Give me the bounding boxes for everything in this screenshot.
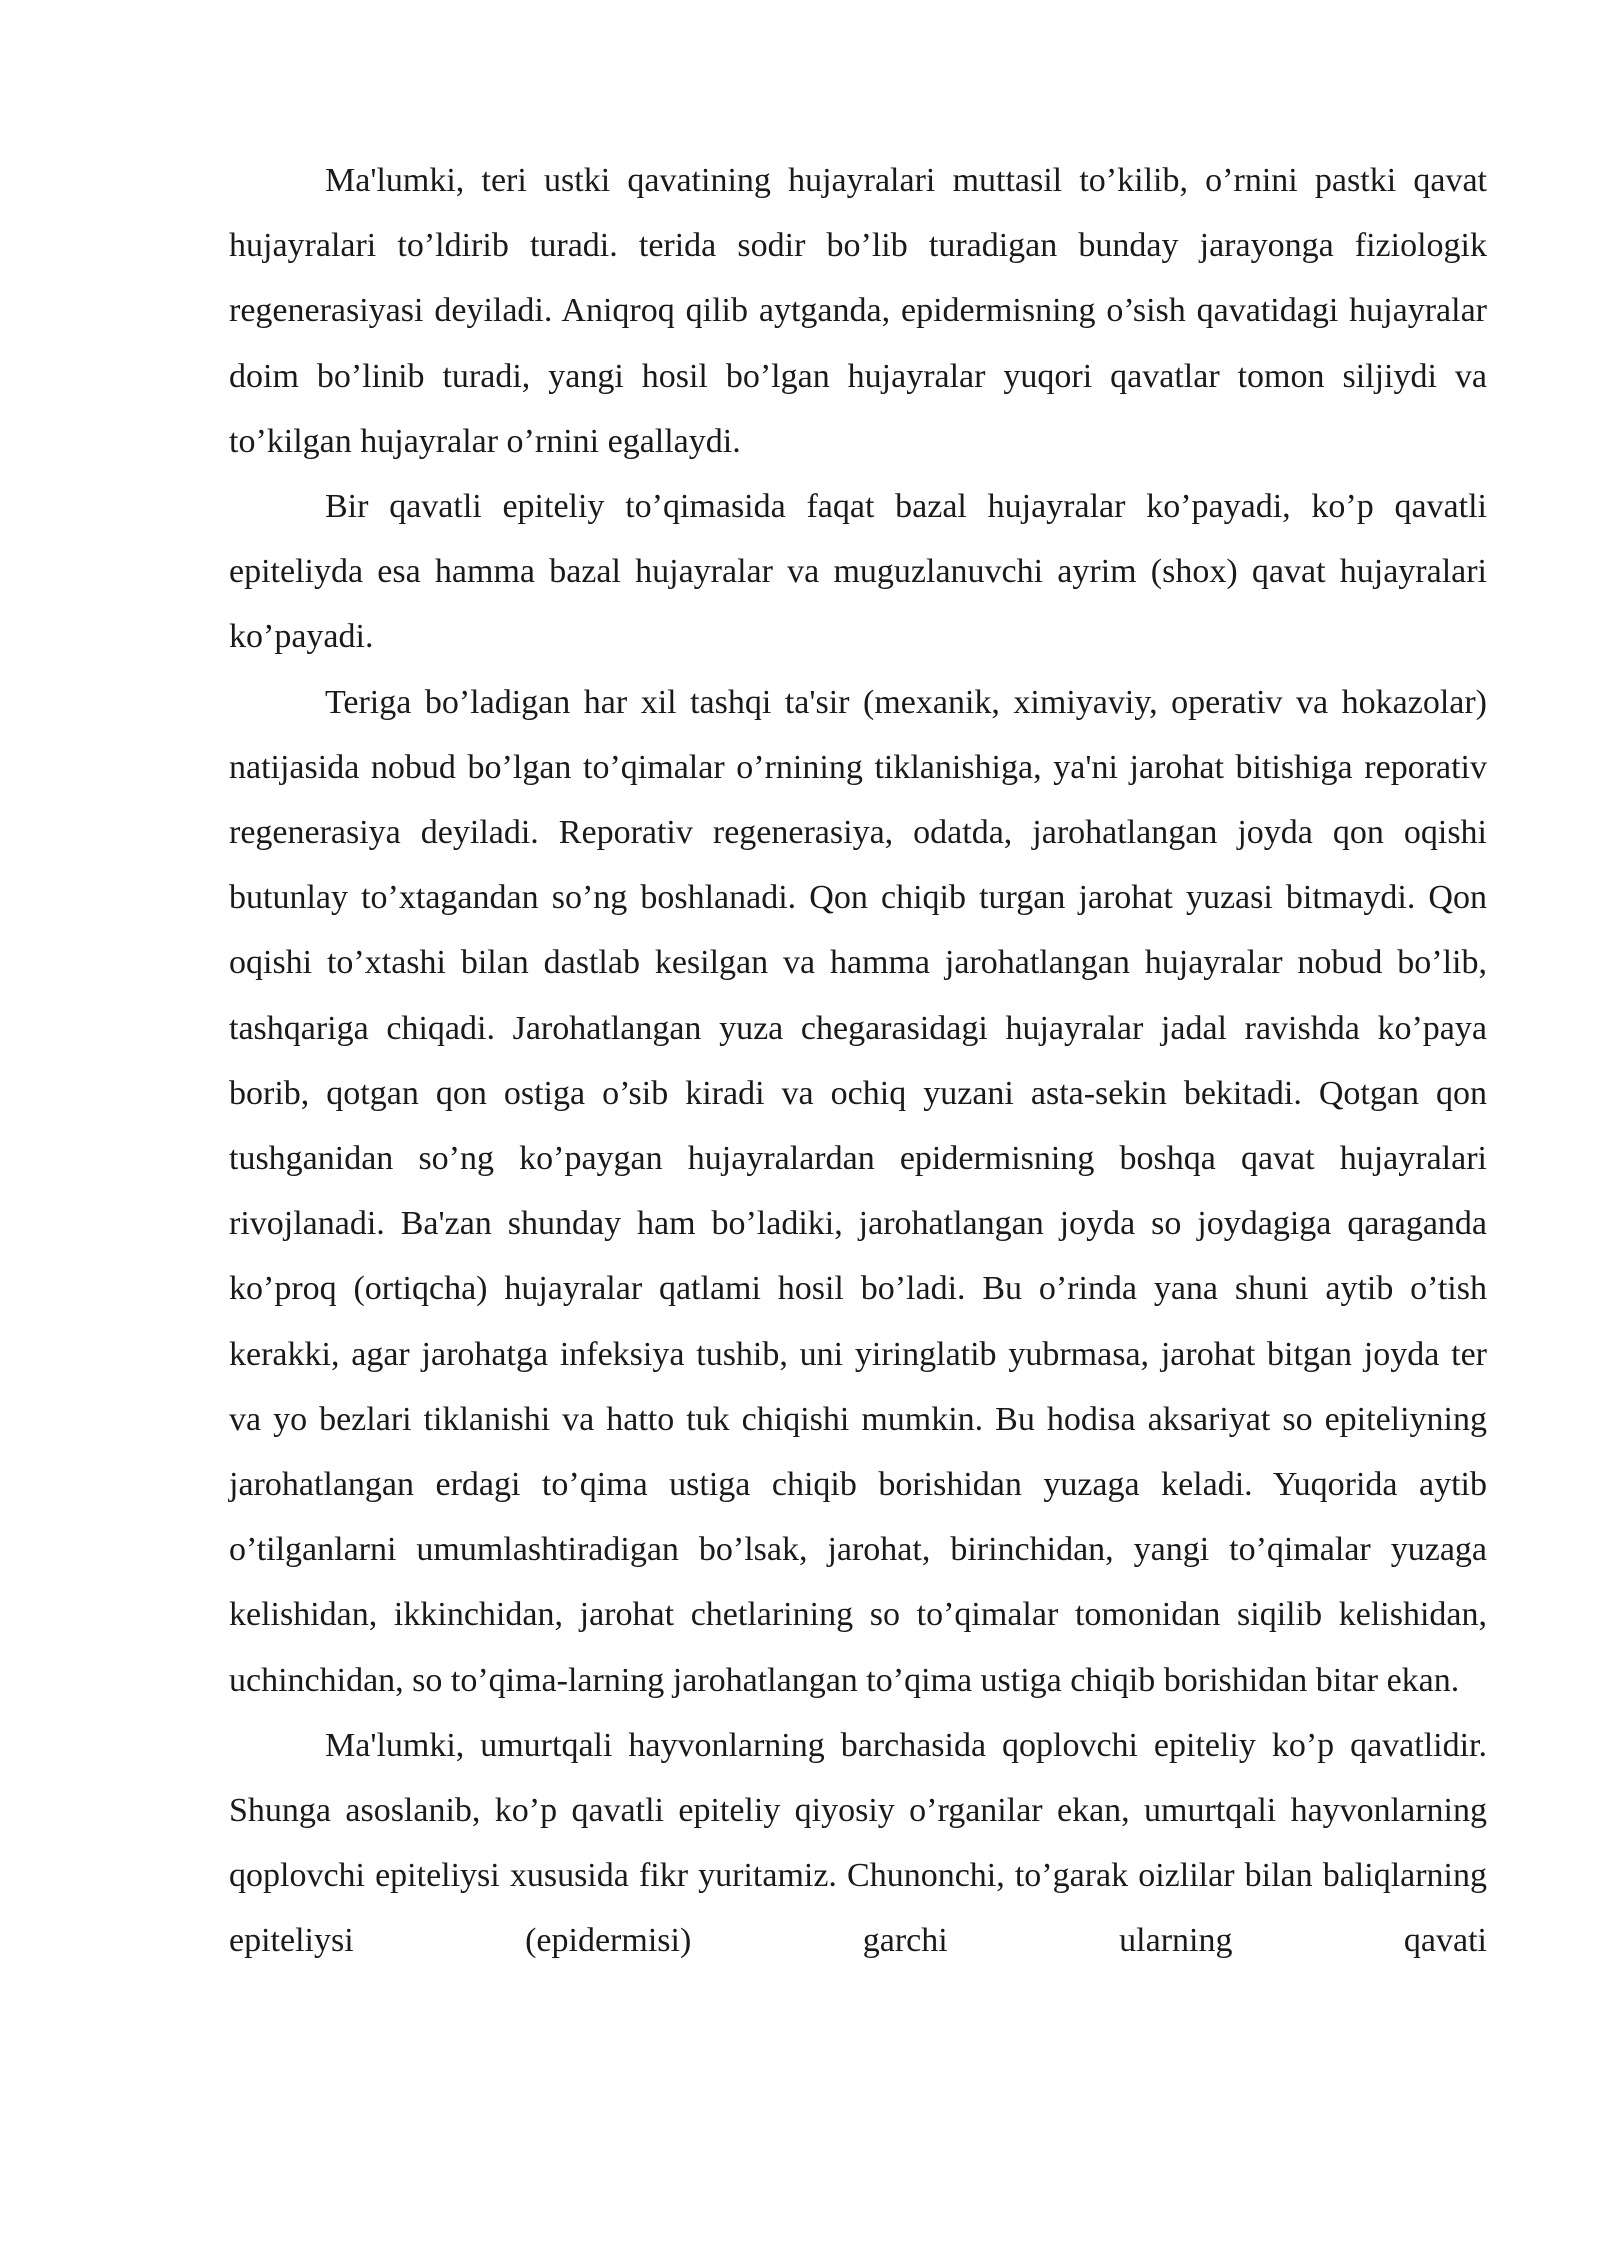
paragraph-2: Bir qavatli epiteliy to’qimasida faqat bazal hujayralar ko’payadi, ko’p qavatli epiteliyda esa hamma bazal hujayralar va muguzlanuvchi ayrim (shox) qavat hujayralari ko’payadi. xyxy=(229,488,1487,656)
paragraph-3: Teriga bo’ladigan har xil tashqi ta'sir (mexanik, ximiyaviy, operativ va hokazolar) natijasida nobud bo’lgan to’qimalar o’rnining tiklanishiga, ya'ni jarohat bitishiga reporativ regenerasiya deyiladi. Reporativ regenerasiya, odatda, jarohatlangan joyda qon oqishi butunlay to’xtagandan so’ng boshlanadi. Qon chiqib turgan jarohat yuzasi bitmaydi. Qon oqishi to’xtashi bilan dastlab kesilgan va hamma jarohatlangan hujayralar nobud bo’lib, tashqariga chiqadi. Jarohatlangan yuza chegarasidagi hujayralar jadal ravishda ko’paya borib, qotgan qon ostiga o’sib kiradi va ochiq yuzani asta-sekin bekitadi. Qotgan qon tushganidan so’ng ko’paygan hujayralardan epidermisning boshqa qavat hujayralari rivojlanadi. Ba'zan shunday ham bo’ladiki, jarohatlangan joyda so joydagiga qaraganda ko’proq (ortiqcha) hujayralar qatlami hosil bo’ladi. Bu o’rinda yana shuni aytib o’tish kerakki, agar jarohatga infeksiya tushib, uni yiringlatib yubrmasa, jarohat bitgan joyda ter va yo bezlari tiklanishi va hatto tuk chiqishi mumkin. Bu hodisa aksariyat so epiteliyning jarohatlangan erdagi to’qima ustiga chiqib borishidan yuzaga keladi. Yuqorida aytib o’tilganlarni umumlashtiradigan bo’lsak, jarohat, birinchidan, yangi to’qimalar yuzaga kelishidan, ikkinchidan, jarohat chetlarining so to’qimalar tomonidan siqilib kelishidan, uchinchidan, so to’qima-larning jarohatlangan to’qima ustiga chiqib borishidan bitar ekan. xyxy=(229,683,1487,1699)
document-page xyxy=(229,148,1487,1974)
paragraph-1: Ma'lumki, teri ustki qavatining hujayralari muttasil to’kilib, o’rnini pastki qavat hujayralari to’ldirib turadi. terida sodir bo’lib turadigan bunday jarayonga fiziologik regenerasiyasi deyiladi. Aniqroq qilib aytganda, epidermisning o’sish qavatidagi hujayralar doim bo’linib turadi, yangi hosil bo’lgan hujayralar yuqori qavatlar tomon siljiydi va to’kilgan hujayralar o’rnini egallaydi. xyxy=(229,162,1487,460)
paragraph-4: Ma'lumki, umurtqali hayvonlarning barchasida qoplovchi epiteliy ko’p qavatlidir. Shunga asoslanib, ko’p qavatli epiteliy qiyosiy o’rganilar ekan, umurtqali hayvonlarning qoplovchi epiteliysi xususida fikr yuritamiz. Chunonchi, to’garak oizlilar bilan baliqlarning epiteliysi (epidermisi) garchi ularning qavati xyxy=(229,1726,1487,1960)
